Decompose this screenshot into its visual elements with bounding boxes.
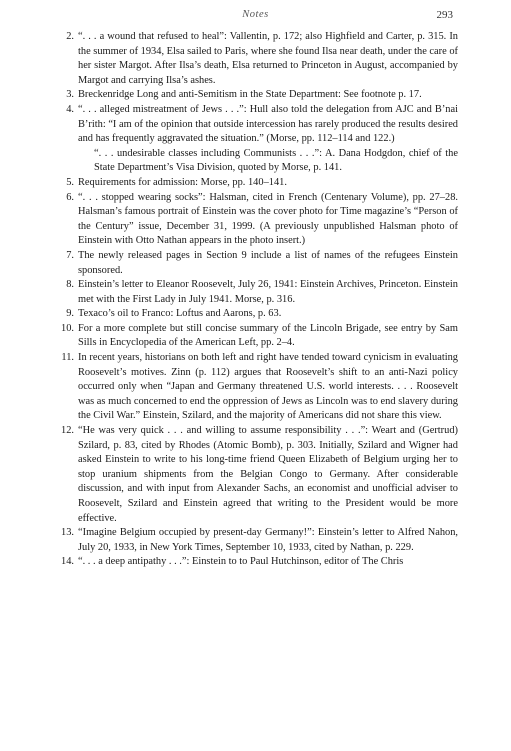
note-item (60, 278, 458, 307)
note-text: “. . . a wound that refused to heal”: Vallentin, p. 172; also Highfield and Carter, p. 315. In the summer of 1934, Elsa sailed to Paris, where she found Ilsa near death, under the care of her sister Margot. After Ilsa’s death, Elsa returned to Princeton in August, accompanied by Margot and carrying Ilsa’s ashes. (78, 31, 458, 86)
note-text: In recent years, historians on both left and right have tended toward cynicism in evaluating Roosevelt’s motives. Zinn (p. 112) argues that Roosevelt’s shift to an anti-Nazi policy occurred only when “Japan and Germany threatened U.S. world interests. . . . Roosevelt was as much concerned to end the oppression of Jews as Lincoln was to end slavery during the Civil War.” Einstein, Szilard, and the majority of Americans did not share this view. (78, 352, 458, 422)
note-number: 12. (61, 425, 74, 437)
note-number: 11. (61, 352, 74, 364)
note-number: 3. (66, 89, 74, 101)
note-text: For a more complete but still concise summary of the Lincoln Brigade, see entry by Sam Sills in Encyclopedia of the American Left, pp. 2–4. (78, 322, 458, 349)
note-item (60, 322, 458, 351)
note-item (60, 88, 458, 103)
note-item (60, 103, 458, 147)
page-header (0, 9, 511, 23)
note-number: 8. (66, 279, 74, 291)
note-text: Einstein’s letter to Eleanor Roosevelt, July 26, 1941: Einstein Archives, Princeton. Einstein met with the First Lady in July 1941. Morse, p. 316. (78, 279, 458, 305)
note-text: Texaco’s oil to Franco: Loftus and Aarons, p. 63. (78, 308, 282, 320)
note-item (60, 176, 458, 191)
running-head: Notes (242, 9, 269, 20)
note-item (60, 351, 458, 424)
note-item (60, 307, 458, 322)
note-number: 2. (66, 31, 74, 42)
note-text: “. . . undesirable classes including Communists . . .”: A. Dana Hodgdon, chief of the State Department’s Visa Division, quoted by Morse, p. 141. (94, 147, 458, 174)
note-number: 5. (66, 176, 74, 188)
note-number: 10. (61, 322, 74, 334)
note-text: Requirements for admission: Morse, pp. 140–141. (78, 176, 287, 188)
note-item (60, 424, 458, 526)
note-number: 14. (61, 556, 74, 568)
note-item (60, 147, 458, 176)
note-number: 9. (66, 308, 74, 320)
note-text: “. . . stopped wearing socks”: Halsman, cited in French (Centenary Volume), pp. 27–28. Halsman’s famous portrait of Einstein was the cover photo for Time magazine’s “Person of the Century” issue, December 31, 1999. (A previously unpublished Halsman photo of Einstein with Otto Nathan appears in the photo insert.) (78, 191, 458, 247)
note-text: “Imagine Belgium occupied by present-day Germany!”: Einstein’s letter to Alfred Nahon, July 20, 1933, in New York Times, September 10, 1933, cited by Nathan, p. 229. (78, 527, 458, 553)
note-text: Breckenridge Long and anti-Semitism in the State Department: See footnote p. 17. (78, 89, 422, 101)
note-item (60, 526, 458, 555)
note-text: “. . . alleged mistreatment of Jews . . .”: Hull also told the delegation from AJC and B’nai B’rith: “I am of the opinion that outside intercession has rarely produced the results desired and has frequently aggravated the situation.” (Morse, pp. 112–114 and 122.) (78, 103, 458, 145)
note-item (60, 30, 458, 88)
note-item (60, 191, 458, 249)
note-item (60, 249, 458, 278)
note-number: 6. (66, 191, 74, 203)
notes-list (60, 30, 458, 570)
note-number: 13. (61, 527, 74, 539)
note-item (60, 555, 458, 570)
note-text: The newly released pages in Section 9 include a list of names of the refugees Einstein sponsored. (78, 249, 458, 276)
note-text: “He was very quick . . . and willing to assume responsibility . . .”: Weart and (Gertrud) Szilard, p. 83, cited by Rhodes (Atomic Bomb), p. 303. Initially, Szilard and Wigner had asked Einstein to write to his long-time friend Queen Elizabeth of Belgium urging her to stop uranium shipments from the Belgian Congo to Germany. After considerable discussion, and with input from Alexander Sachs, an economist and unofficial adviser to Roosevelt, Szilard and Einstein agreed that writing to the President would be more effective. (78, 425, 458, 524)
note-text: “. . . a deep antipathy . . .”: Einstein to to Paul Hutchinson, editor of The Chris (78, 556, 404, 568)
note-number: 4. (66, 103, 74, 115)
note-number: 7. (66, 249, 74, 261)
page-number: 293 (436, 9, 453, 21)
